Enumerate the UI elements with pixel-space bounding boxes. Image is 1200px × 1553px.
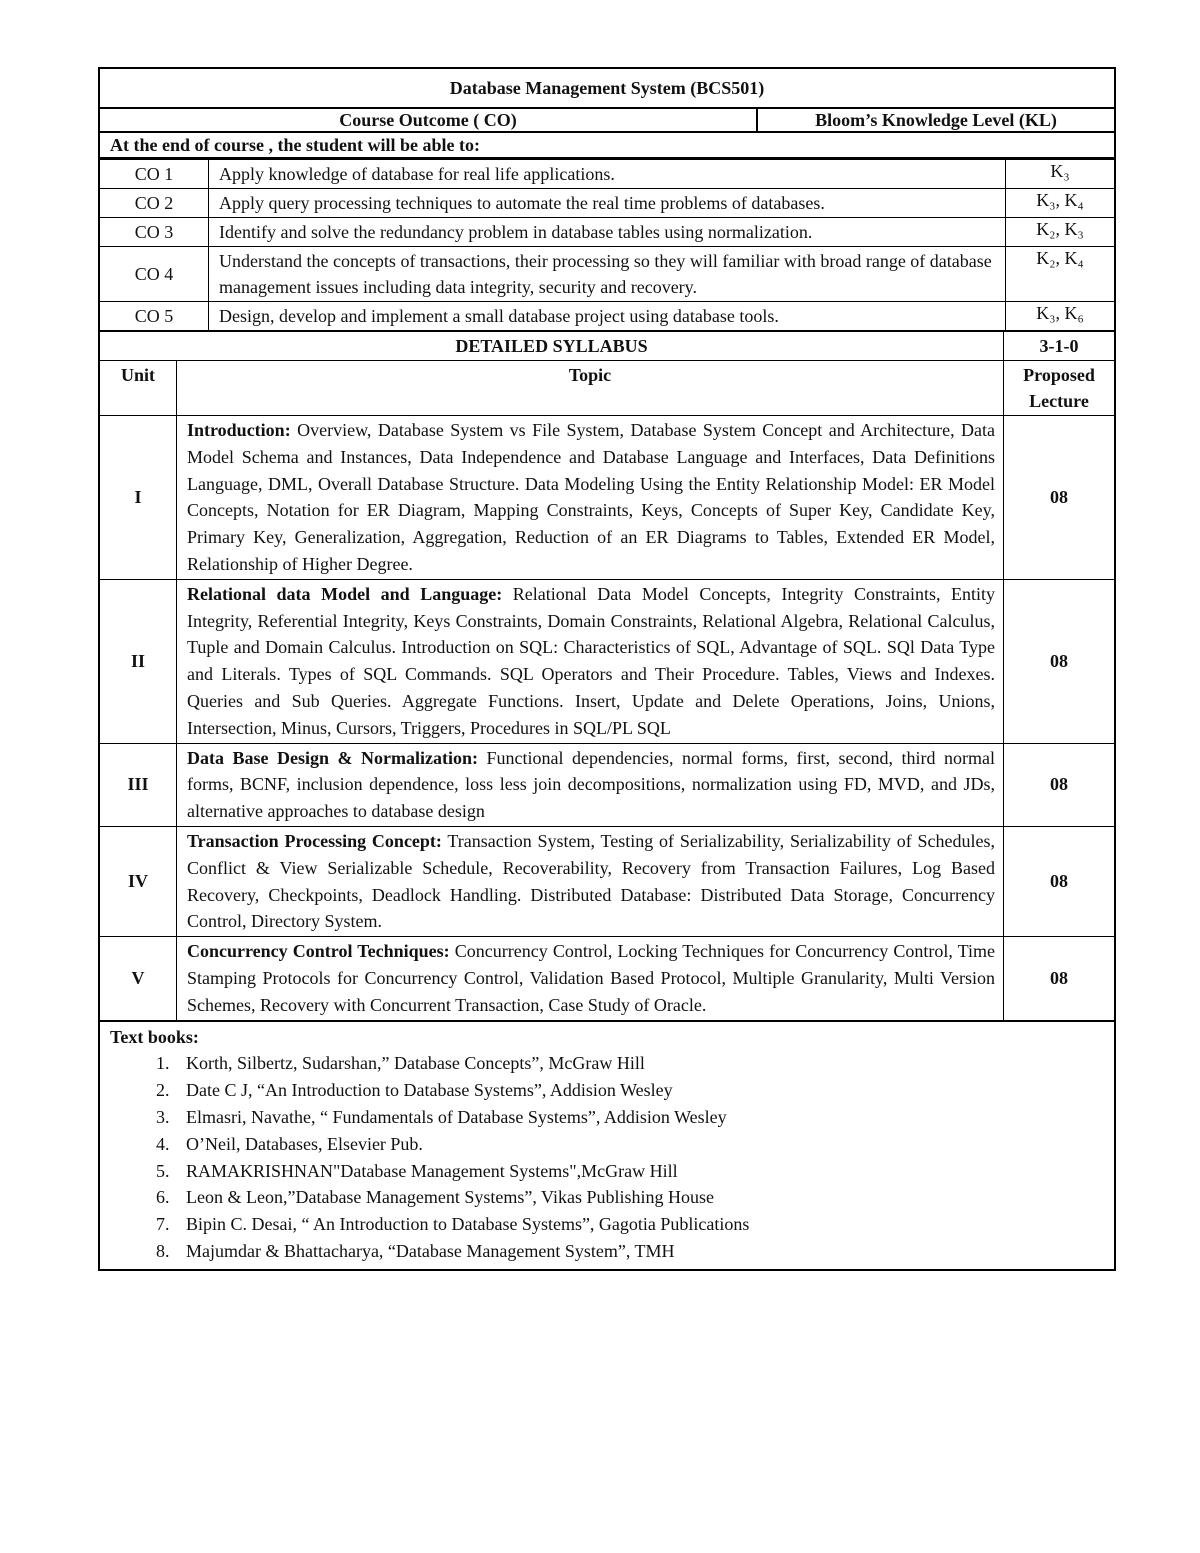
- co-header-kl: Bloom’s Knowledge Level (KL): [815, 109, 1057, 130]
- co-row: [100, 160, 1114, 189]
- syllabus-heading: DETAILED SYLLABUS: [100, 332, 1004, 361]
- syllabus-heading-row: [100, 332, 1114, 361]
- co-id: CO 1: [100, 160, 209, 189]
- ltp-value: 3-1-0: [1004, 332, 1115, 361]
- col-lecture-line1: Proposed: [1023, 365, 1095, 385]
- co-id: CO 2: [100, 189, 209, 218]
- co-knowledge-level: K₃: [1006, 160, 1115, 189]
- unit-number: I: [100, 416, 177, 580]
- co-id: CO 3: [100, 218, 209, 247]
- unit-number: IV: [100, 826, 177, 936]
- unit-heading: Introduction:: [187, 420, 291, 440]
- textbook-item: 4. O’Neil, Databases, Elsevier Pub.: [174, 1131, 1104, 1158]
- textbooks-block: [98, 1020, 1116, 1271]
- unit-lectures: 08: [1004, 826, 1115, 936]
- textbook-item: 7. Bipin C. Desai, “ An Introduction to Database Systems”, Gagotia Publications: [174, 1211, 1104, 1238]
- unit-lectures: 08: [1004, 579, 1115, 743]
- co-description: Identify and solve the redundancy problem in database tables using normalization.: [209, 218, 1006, 247]
- course-title: Database Management System (BCS501): [98, 67, 1116, 107]
- co-description: Understand the concepts of transactions, their processing so they will familiar with broad range of database management issues including data integrity, security and recovery.: [209, 247, 1006, 302]
- co-row: [100, 247, 1114, 302]
- col-topic: Topic: [177, 361, 1004, 416]
- co-header-row: [98, 107, 1116, 131]
- unit-text: Overview, Database System vs File System, Database System Concept and Architecture, Data Model Schema and Instances, Data Independence and Database Language and Interfaces, Data Definitions Language, DML, Overall Database Structure. Data Modeling Using the Entity Relationship Model: ER Model Concepts, Notation for ER Diagram, Mapping Constraints, Keys, Concepts of Super Key, Candidate Key, Primary Key, Generalization, Aggregation, Reduction of an ER Diagrams to Tables, Extended ER Model, Relationship of Higher Degree.: [187, 420, 995, 574]
- co-description: Apply query processing techniques to automate the real time problems of databases.: [209, 189, 1006, 218]
- co-intro: At the end of course , the student will be able to:: [98, 131, 1116, 157]
- unit-number: II: [100, 579, 177, 743]
- co-description: Apply knowledge of database for real life applications.: [209, 160, 1006, 189]
- textbooks-heading: Text books:: [110, 1026, 199, 1047]
- textbook-item: 1. Korth, Silbertz, Sudarshan,” Database Concepts”, McGraw Hill: [174, 1050, 1104, 1077]
- unit-text: Functional dependencies, normal forms, first, second, third normal forms, BCNF, inclusion dependence, loss less join decompositions, normalization using FD, MVD, and JDs, alternative approaches to database design: [187, 747, 995, 822]
- textbook-item: 3. Elmasri, Navathe, “ Fundamentals of Database Systems”, Addision Wesley: [174, 1104, 1104, 1131]
- unit-heading: Concurrency Control Techniques:: [187, 941, 450, 962]
- textbook-item: 5. RAMAKRISHNAN"Database Management Systems",McGraw Hill: [174, 1158, 1104, 1185]
- unit-lectures: 08: [1004, 416, 1115, 580]
- unit-row: [100, 743, 1114, 826]
- unit-row: [100, 826, 1114, 936]
- syllabus-block: [98, 330, 1116, 1020]
- syllabus-table: [100, 332, 1114, 1020]
- co-row: [100, 302, 1114, 331]
- textbook-item: 8. Majumdar & Bhattacharya, “Database Management System”, TMH: [174, 1238, 1104, 1265]
- co-table-block: [98, 157, 1116, 330]
- syllabus-sheet: [98, 67, 1116, 1271]
- unit-row: [100, 416, 1114, 580]
- co-id: CO 5: [100, 302, 209, 331]
- unit-number: III: [100, 743, 177, 826]
- unit-topic: [177, 579, 1004, 743]
- co-knowledge-level: K₃, K₆: [1006, 302, 1115, 331]
- textbook-list: [110, 1050, 1104, 1264]
- unit-lectures: 08: [1004, 743, 1115, 826]
- co-description: Design, develop and implement a small database project using database tools.: [209, 302, 1006, 331]
- unit-heading: Relational data Model and Language:: [187, 583, 503, 604]
- co-header-outcome: Course Outcome ( CO): [100, 109, 758, 131]
- unit-text: Relational Data Model Concepts, Integrity Constraints, Entity Integrity, Referential Integrity, Keys Constraints, Domain Constraints, Relational Algebra, Relational Calculus, Tuple and Domain Calculus. Introduction on SQL: Characteristics of SQL, Advantage of SQL. SQl Data Type and Literals. Types of SQL Commands. SQL Operators and Their Procedure. Tables, Views and Indexes. Queries and Sub Queries. Aggregate Functions. Insert, Update and Delete Operations, Joins, Unions, Intersection, Minus, Cursors, Triggers, Procedures in SQL/PL SQL: [187, 583, 996, 738]
- col-unit: Unit: [100, 361, 177, 416]
- co-row: [100, 218, 1114, 247]
- unit-row: [100, 937, 1114, 1020]
- unit-number: V: [100, 937, 177, 1020]
- unit-heading: Transaction Processing Concept:: [187, 830, 442, 851]
- co-knowledge-level: K₃, K₄: [1006, 189, 1115, 218]
- co-knowledge-level: K₂, K₃: [1006, 218, 1115, 247]
- unit-lectures: 08: [1004, 937, 1115, 1020]
- co-id: CO 4: [100, 247, 209, 302]
- col-proposed-lecture: [1004, 361, 1115, 416]
- textbook-item: 6. Leon & Leon,”Database Management Systems”, Vikas Publishing House: [174, 1184, 1104, 1211]
- textbook-item: 2. Date C J, “An Introduction to Database Systems”, Addision Wesley: [174, 1077, 1104, 1104]
- co-knowledge-level: K₂, K₄: [1006, 247, 1115, 302]
- syllabus-column-headers: [100, 361, 1114, 416]
- unit-heading: Data Base Design & Normalization:: [187, 747, 479, 768]
- unit-topic: [177, 826, 1004, 936]
- unit-text: Concurrency Control, Locking Techniques for Concurrency Control, Time Stamping Protocols for Concurrency Control, Validation Based Protocol, Multiple Granularity, Multi Version Schemes, Recovery with Concurrent Transaction, Case Study of Oracle.: [187, 941, 995, 1015]
- unit-row: [100, 579, 1114, 743]
- co-table: [100, 159, 1114, 330]
- unit-topic: [177, 937, 1004, 1020]
- unit-topic: [177, 743, 1004, 826]
- unit-text: Transaction System, Testing of Serializability, Serializability of Schedules, Conflict & View Serializable Schedule, Recoverability, Recovery from Transaction Failures, Log Based Recovery, Checkpoints, Deadlock Handling. Distributed Database: Distributed Data Storage, Concurrency Control, Directory System.: [187, 830, 995, 932]
- col-lecture-line2: Lecture: [1029, 391, 1089, 411]
- co-row: [100, 189, 1114, 218]
- unit-topic: [177, 416, 1004, 580]
